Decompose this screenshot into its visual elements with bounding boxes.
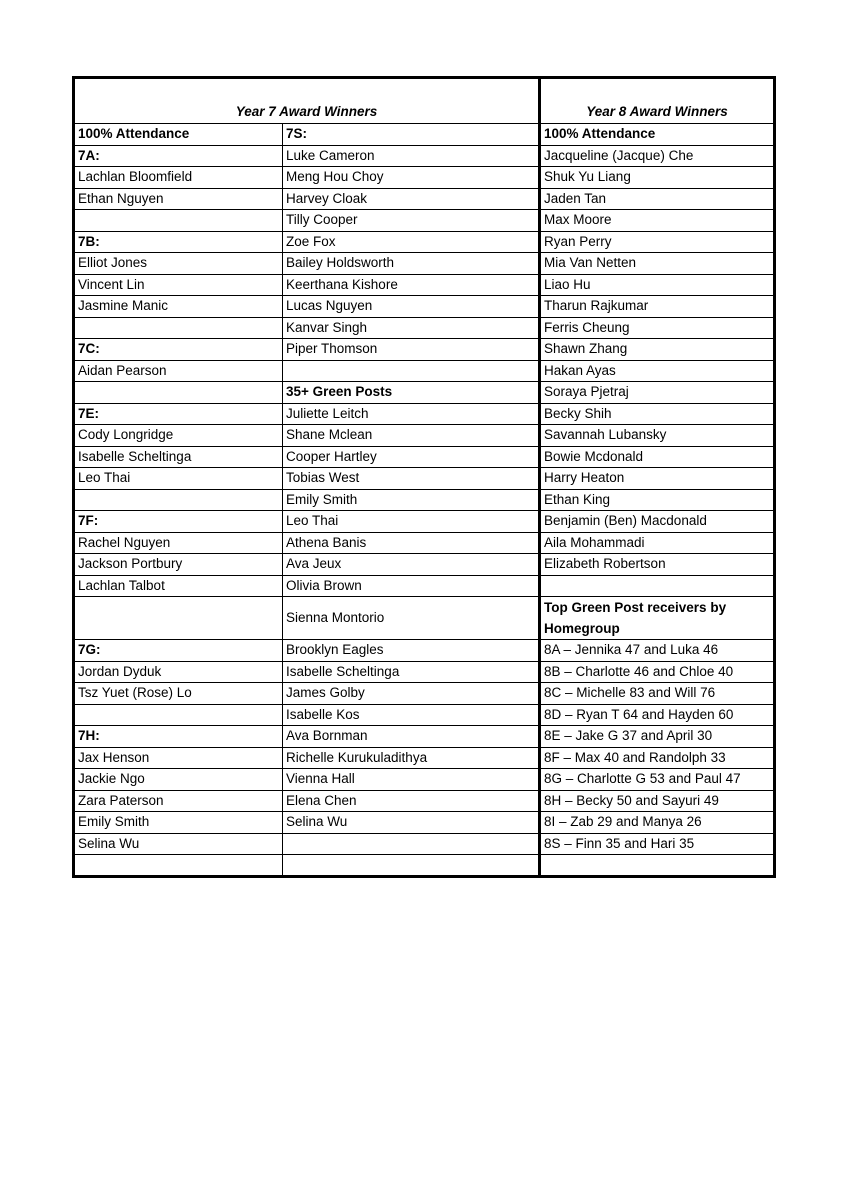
year8-cell: Becky Shih (540, 403, 775, 425)
table-row (74, 468, 775, 490)
year8-cell: 8A – Jennika 47 and Luka 46 (540, 640, 775, 662)
year8-cell: Harry Heaton (540, 468, 775, 490)
year7-col1-cell: Lachlan Bloomfield (74, 167, 283, 189)
year7-col1-cell: Elliot Jones (74, 253, 283, 275)
year7-col2-cell: 7S: (283, 124, 540, 146)
year7-col2-cell: Isabelle Scheltinga (283, 661, 540, 683)
table-row (74, 704, 775, 726)
table-row (74, 274, 775, 296)
table-row (74, 446, 775, 468)
year7-col2-cell: Keerthana Kishore (283, 274, 540, 296)
year8-cell: Tharun Rajkumar (540, 296, 775, 318)
year8-cell: Mia Van Netten (540, 253, 775, 275)
year7-col2-cell: Selina Wu (283, 812, 540, 834)
table-row (74, 339, 775, 361)
year8-cell: Aila Mohammadi (540, 532, 775, 554)
table-row (74, 575, 775, 597)
year7-col1-cell: Cody Longridge (74, 425, 283, 447)
year7-col2-cell: Shane Mclean (283, 425, 540, 447)
year7-col2-cell: Vienna Hall (283, 769, 540, 791)
year8-cell: Max Moore (540, 210, 775, 232)
year8-cell: Elizabeth Robertson (540, 554, 775, 576)
year7-col2-cell: Ava Bornman (283, 726, 540, 748)
year7-col1-cell: Emily Smith (74, 812, 283, 834)
year7-col2-cell (283, 855, 540, 877)
year7-col1-cell: 100% Attendance (74, 124, 283, 146)
year7-col1-cell: Jasmine Manic (74, 296, 283, 318)
year8-cell: 8B – Charlotte 46 and Chloe 40 (540, 661, 775, 683)
table-row (74, 253, 775, 275)
table-row (74, 403, 775, 425)
year7-col1-cell: Jordan Dyduk (74, 661, 283, 683)
year8-cell: 8H – Becky 50 and Sayuri 49 (540, 790, 775, 812)
year7-col2-cell: Tilly Cooper (283, 210, 540, 232)
table-row (74, 747, 775, 769)
year7-col2-cell: Sienna Montorio (283, 597, 540, 640)
table-row (74, 124, 775, 146)
table-row (74, 145, 775, 167)
year7-col1-cell (74, 210, 283, 232)
table-row (74, 855, 775, 877)
table-row (74, 425, 775, 447)
table-row (74, 210, 775, 232)
year7-col2-cell: Kanvar Singh (283, 317, 540, 339)
year7-col1-cell (74, 382, 283, 404)
year7-col1-cell: Aidan Pearson (74, 360, 283, 382)
year7-col2-cell: Meng Hou Choy (283, 167, 540, 189)
year8-cell: Liao Hu (540, 274, 775, 296)
year7-col2-cell: Harvey Cloak (283, 188, 540, 210)
table-row (74, 382, 775, 404)
table-row (74, 683, 775, 705)
year7-col1-cell (74, 704, 283, 726)
table-row (74, 360, 775, 382)
year8-cell: 8E – Jake G 37 and April 30 (540, 726, 775, 748)
year7-col1-cell (74, 597, 283, 640)
table-row (74, 296, 775, 318)
year7-col2-cell: Tobias West (283, 468, 540, 490)
year7-col2-cell: Emily Smith (283, 489, 540, 511)
year7-col2-cell: Piper Thomson (283, 339, 540, 361)
year7-col2-cell: Elena Chen (283, 790, 540, 812)
year7-col1-cell: Selina Wu (74, 833, 283, 855)
year7-col1-cell: Jackie Ngo (74, 769, 283, 791)
table-row (74, 231, 775, 253)
year7-col2-cell: Zoe Fox (283, 231, 540, 253)
year8-cell: 8S – Finn 35 and Hari 35 (540, 833, 775, 855)
table-row (74, 489, 775, 511)
year7-col2-cell: Cooper Hartley (283, 446, 540, 468)
year8-cell: 8I – Zab 29 and Manya 26 (540, 812, 775, 834)
year8-cell: 8G – Charlotte G 53 and Paul 47 (540, 769, 775, 791)
table-body (74, 124, 775, 877)
table-row (74, 661, 775, 683)
year8-cell (540, 575, 775, 597)
year8-cell: Benjamin (Ben) Macdonald (540, 511, 775, 533)
header-row (74, 78, 775, 124)
year7-col2-cell: Athena Banis (283, 532, 540, 554)
table-row (74, 554, 775, 576)
year7-col2-cell: Brooklyn Eagles (283, 640, 540, 662)
year7-col2-cell: Juliette Leitch (283, 403, 540, 425)
year8-cell: Bowie Mcdonald (540, 446, 775, 468)
year7-col2-cell: Isabelle Kos (283, 704, 540, 726)
year8-cell: Top Green Post receivers by Homegroup (540, 597, 775, 640)
year7-col1-cell: 7E: (74, 403, 283, 425)
year8-cell: Jaden Tan (540, 188, 775, 210)
year8-cell: Shuk Yu Liang (540, 167, 775, 189)
table-row (74, 640, 775, 662)
year8-title: Year 8 Award Winners (540, 78, 775, 124)
table-row (74, 188, 775, 210)
year7-col1-cell: Rachel Nguyen (74, 532, 283, 554)
awards-table (72, 76, 776, 878)
year7-col2-cell (283, 360, 540, 382)
table-row (74, 790, 775, 812)
year7-title: Year 7 Award Winners (74, 78, 540, 124)
year7-col2-cell: Olivia Brown (283, 575, 540, 597)
year7-col2-cell (283, 833, 540, 855)
year7-col1-cell: Vincent Lin (74, 274, 283, 296)
year7-col1-cell: 7H: (74, 726, 283, 748)
year8-cell: 8F – Max 40 and Randolph 33 (540, 747, 775, 769)
table-row (74, 532, 775, 554)
year7-col1-cell: 7B: (74, 231, 283, 253)
year7-col1-cell (74, 317, 283, 339)
year7-col1-cell: Jax Henson (74, 747, 283, 769)
table-row (74, 317, 775, 339)
year7-col2-cell: Ava Jeux (283, 554, 540, 576)
year8-cell: 8C – Michelle 83 and Will 76 (540, 683, 775, 705)
year7-col1-cell (74, 855, 283, 877)
year7-col2-cell: Lucas Nguyen (283, 296, 540, 318)
table-row (74, 597, 775, 640)
year8-cell: Ryan Perry (540, 231, 775, 253)
year7-col1-cell: 7C: (74, 339, 283, 361)
year8-cell: Ferris Cheung (540, 317, 775, 339)
year7-col1-cell: Jackson Portbury (74, 554, 283, 576)
year7-col2-cell: James Golby (283, 683, 540, 705)
year7-col1-cell: Isabelle Scheltinga (74, 446, 283, 468)
table-row (74, 812, 775, 834)
year7-col1-cell: Zara Paterson (74, 790, 283, 812)
table-row (74, 833, 775, 855)
table-row (74, 511, 775, 533)
year7-col2-cell: Luke Cameron (283, 145, 540, 167)
year7-col2-cell: Leo Thai (283, 511, 540, 533)
table-row (74, 769, 775, 791)
year8-cell: 100% Attendance (540, 124, 775, 146)
year7-col1-cell: 7G: (74, 640, 283, 662)
year7-col2-cell: Richelle Kurukuladithya (283, 747, 540, 769)
year7-col1-cell: Leo Thai (74, 468, 283, 490)
year8-cell: 8D – Ryan T 64 and Hayden 60 (540, 704, 775, 726)
year7-col2-cell: 35+ Green Posts (283, 382, 540, 404)
year7-col1-cell: Ethan Nguyen (74, 188, 283, 210)
year7-col1-cell: Lachlan Talbot (74, 575, 283, 597)
year7-col1-cell: 7F: (74, 511, 283, 533)
year7-col2-cell: Bailey Holdsworth (283, 253, 540, 275)
table-row (74, 167, 775, 189)
table-row (74, 726, 775, 748)
year8-cell: Savannah Lubansky (540, 425, 775, 447)
year8-cell: Soraya Pjetraj (540, 382, 775, 404)
year7-col1-cell (74, 489, 283, 511)
year7-col1-cell: 7A: (74, 145, 283, 167)
year8-cell: Hakan Ayas (540, 360, 775, 382)
year8-cell: Jacqueline (Jacque) Che (540, 145, 775, 167)
year7-col1-cell: Tsz Yuet (Rose) Lo (74, 683, 283, 705)
year8-cell: Ethan King (540, 489, 775, 511)
year8-cell: Shawn Zhang (540, 339, 775, 361)
year8-cell (540, 855, 775, 877)
